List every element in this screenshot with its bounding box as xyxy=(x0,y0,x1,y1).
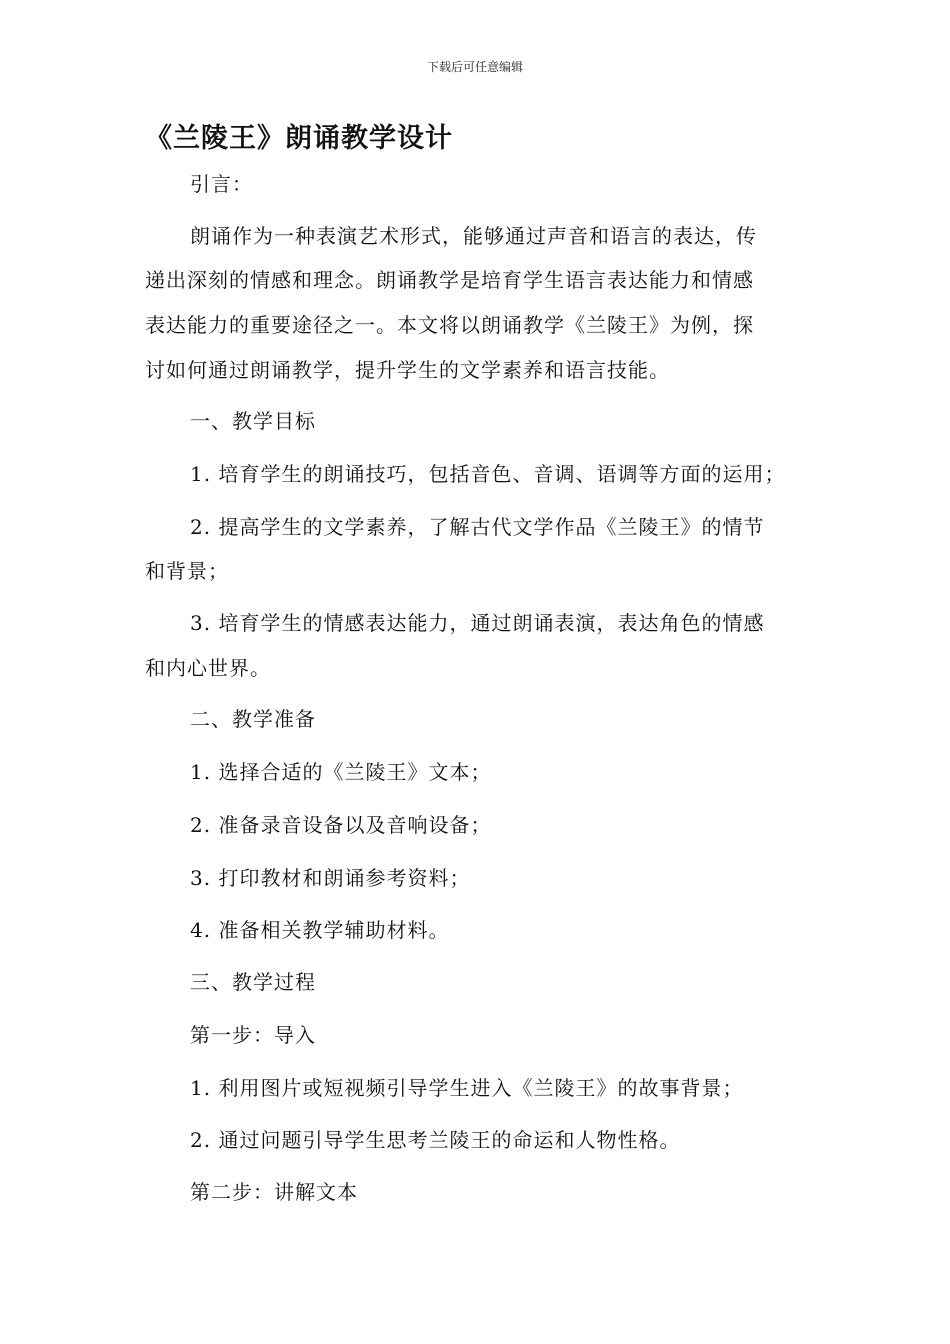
intro-line-3: 表达能力的重要途径之一。本文将以朗诵教学《兰陵王》为例，探 xyxy=(145,313,754,337)
section3-heading: 三、教学过程 xyxy=(190,970,316,994)
section1-item-3-line-2: 和内心世界。 xyxy=(145,656,271,680)
section1-item-2-line-1: 2. 提高学生的文学素养，了解古代文学作品《兰陵王》的情节 xyxy=(190,515,765,539)
intro-heading: 引言： xyxy=(190,172,253,196)
section1-heading: 一、教学目标 xyxy=(190,409,316,433)
step1-heading: 第一步：导入 xyxy=(190,1023,316,1047)
section2-item-1: 1. 选择合适的《兰陵王》文本； xyxy=(190,760,492,784)
section2-item-4: 4. 准备相关教学辅助材料。 xyxy=(190,918,450,942)
intro-line-4: 讨如何通过朗诵教学，提升学生的文学素养和语言技能。 xyxy=(145,358,670,382)
section2-item-2: 2. 准备录音设备以及音响设备； xyxy=(190,813,492,837)
document-title: 《兰陵王》朗诵教学设计 xyxy=(145,123,453,154)
section1-item-3-line-1: 3. 培育学生的情感表达能力，通过朗诵表演，表达角色的情感 xyxy=(190,611,765,635)
section2-item-3: 3. 打印教材和朗诵参考资料； xyxy=(190,866,471,890)
section2-heading: 二、教学准备 xyxy=(190,707,316,731)
step2-heading: 第二步：讲解文本 xyxy=(190,1180,358,1204)
header-note: 下载后可任意编辑 xyxy=(426,60,523,74)
intro-line-1: 朗诵作为一种表演艺术形式，能够通过声音和语言的表达，传 xyxy=(190,224,757,248)
section1-item-2-line-2: 和背景； xyxy=(145,559,229,583)
section1-item-1: 1. 培育学生的朗诵技巧，包括音色、音调、语调等方面的运用； xyxy=(190,462,786,486)
intro-line-2: 递出深刻的情感和理念。朗诵教学是培育学生语言表达能力和情感 xyxy=(145,268,754,292)
step1-item-1: 1. 利用图片或短视频引导学生进入《兰陵王》的故事背景； xyxy=(190,1076,744,1100)
step1-item-2: 2. 通过问题引导学生思考兰陵王的命运和人物性格。 xyxy=(190,1128,681,1152)
